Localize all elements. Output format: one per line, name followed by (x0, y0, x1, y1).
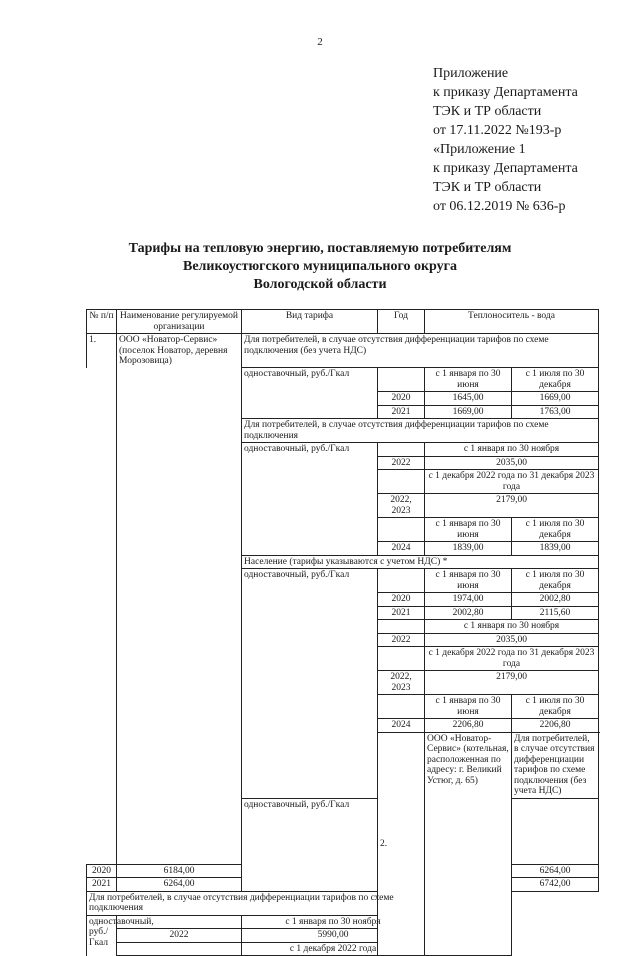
value-cell: 2179,00 (425, 671, 599, 695)
appendix-line: от 06.12.2019 № 636-р (433, 199, 566, 214)
period-label: с 1 января по 30 ноября (425, 443, 599, 457)
header-num: № п/п (87, 310, 117, 334)
tariff-type: одноставочный, руб./Гкал (242, 798, 378, 891)
year-cell: 2021 (87, 878, 117, 892)
value-cell: 6264,00 (117, 878, 242, 892)
value-cell: 1974,00 (425, 593, 512, 607)
period-label: с 1 июля по 30 декабря (512, 695, 599, 719)
period-label: с 1 декабря 2022 года (242, 942, 425, 956)
value-cell: 6264,00 (512, 864, 599, 878)
period-label: с 1 января по 30 июня (425, 518, 512, 542)
section-title: Население (тарифы указываются с учетом НДС) * (242, 555, 599, 569)
value-cell: 1645,00 (425, 392, 512, 406)
year-cell: 2021 (378, 606, 425, 620)
table-row (87, 915, 599, 929)
title-line: Великоустюгского муниципального округа (183, 259, 457, 274)
tariff-table (86, 309, 599, 956)
year-cell: 2024 (378, 542, 425, 556)
value-cell: 5990,00 (242, 929, 425, 943)
section-title: Для потребителей, в случае отсутствия дифференциации тарифов по схеме подключения (без учета НДС) (242, 334, 599, 368)
header-carrier: Теплоноситель - вода (425, 310, 599, 334)
section-title: Для потребителей, в случае отсутствия дифференциации тарифов по схеме подключения (без учета НДС) (512, 732, 599, 798)
period-label: с 1 декабря 2022 года по 31 декабря 2023 года (425, 470, 599, 494)
title-line: Тарифы на тепловую энергию, поставляемую потребителям (128, 241, 512, 256)
section-title: Для потребителей, в случае отсутствия дифференциации тарифов по схеме подключения (242, 419, 599, 443)
value-cell: 6742,00 (512, 878, 599, 892)
tariff-type: одноставочный, руб./Гкал (242, 368, 378, 392)
year-cell: 2022, 2023 (378, 671, 425, 695)
value-cell: 2206,80 (425, 719, 512, 733)
year-cell: 2022 (117, 929, 242, 943)
tariff-type: одноставочный, руб./Гкал (242, 443, 378, 556)
period-label: с 1 декабря 2022 года по 31 декабря 2023 года (425, 647, 599, 671)
value-cell: 1839,00 (425, 542, 512, 556)
year-cell: 2022 (378, 633, 425, 647)
header-type: Вид тарифа (242, 310, 378, 334)
value-cell: 2115,60 (512, 606, 599, 620)
document-title (0, 240, 640, 294)
appendix-line: Приложение (433, 66, 509, 81)
year-cell: 2021 (378, 405, 425, 419)
value-cell: 2002,80 (512, 593, 599, 607)
org-num: 1. (87, 334, 117, 368)
value-cell: 1839,00 (512, 542, 599, 556)
value-cell: 1669,00 (425, 405, 512, 419)
header-name: Наименование регулируемой организации (117, 310, 242, 334)
year-cell: 2022, 2023 (378, 494, 425, 518)
year-cell: 2020 (378, 593, 425, 607)
year-cell: 2022 (378, 456, 425, 470)
table-row (87, 942, 599, 956)
table-row (87, 368, 599, 392)
appendix-line: к приказу Департамента (433, 161, 578, 176)
appendix-line: «Приложение 1 (433, 142, 526, 157)
title-line: Вологодской области (253, 277, 387, 292)
year-cell: 2020 (87, 864, 117, 878)
value-cell: 2206,80 (512, 719, 599, 733)
table-row (87, 929, 599, 943)
period-label: с 1 января по 30 июня (425, 368, 512, 392)
value-cell: 2035,00 (425, 456, 599, 470)
appendix-block (433, 64, 633, 216)
appendix-line: к приказу Департамента (433, 85, 578, 100)
header-year: Год (378, 310, 425, 334)
org-name: ООО «Новатор-Сервис» (котельная, расположенная по адресу: г. Великий Устюг, д. 65) (425, 732, 512, 956)
year-cell: 2024 (378, 719, 425, 733)
period-label: с 1 января по 30 июня (425, 695, 512, 719)
table-row (87, 334, 599, 368)
appendix-line: ТЭК и ТР области (433, 104, 542, 119)
period-label: с 1 января по 30 ноября (425, 620, 599, 634)
page-number: 2 (317, 36, 323, 48)
appendix-line: ТЭК и ТР области (433, 180, 542, 195)
period-label: с 1 января по 30 ноября (242, 915, 425, 929)
org-num: 2. (378, 732, 425, 956)
period-label: с 1 января по 30 июня (425, 569, 512, 593)
value-cell: 1669,00 (512, 392, 599, 406)
value-cell: 2002,80 (425, 606, 512, 620)
value-cell: 1763,00 (512, 405, 599, 419)
value-cell: 2035,00 (425, 633, 599, 647)
table-row (87, 891, 599, 915)
org-name: ООО «Новатор-Сервис» (поселок Новатор, деревня Морозовица) (117, 334, 242, 368)
value-cell: 6184,00 (117, 864, 242, 878)
table-header-row (87, 310, 599, 334)
value-cell: 2179,00 (425, 494, 599, 518)
tariff-type: одноставочный, руб./Гкал (87, 915, 117, 956)
appendix-line: от 17.11.2022 №193-р (433, 123, 562, 138)
section-title: Для потребителей, в случае отсутствия дифференциации тарифов по схеме подключения (87, 891, 425, 915)
tariff-type: одноставочный, руб./Гкал (242, 569, 378, 799)
period-label: с 1 июля по 30 декабря (512, 518, 599, 542)
period-label: с 1 июля по 30 декабря (512, 569, 599, 593)
year-cell: 2020 (378, 392, 425, 406)
period-label: с 1 июля по 30 декабря (512, 368, 599, 392)
